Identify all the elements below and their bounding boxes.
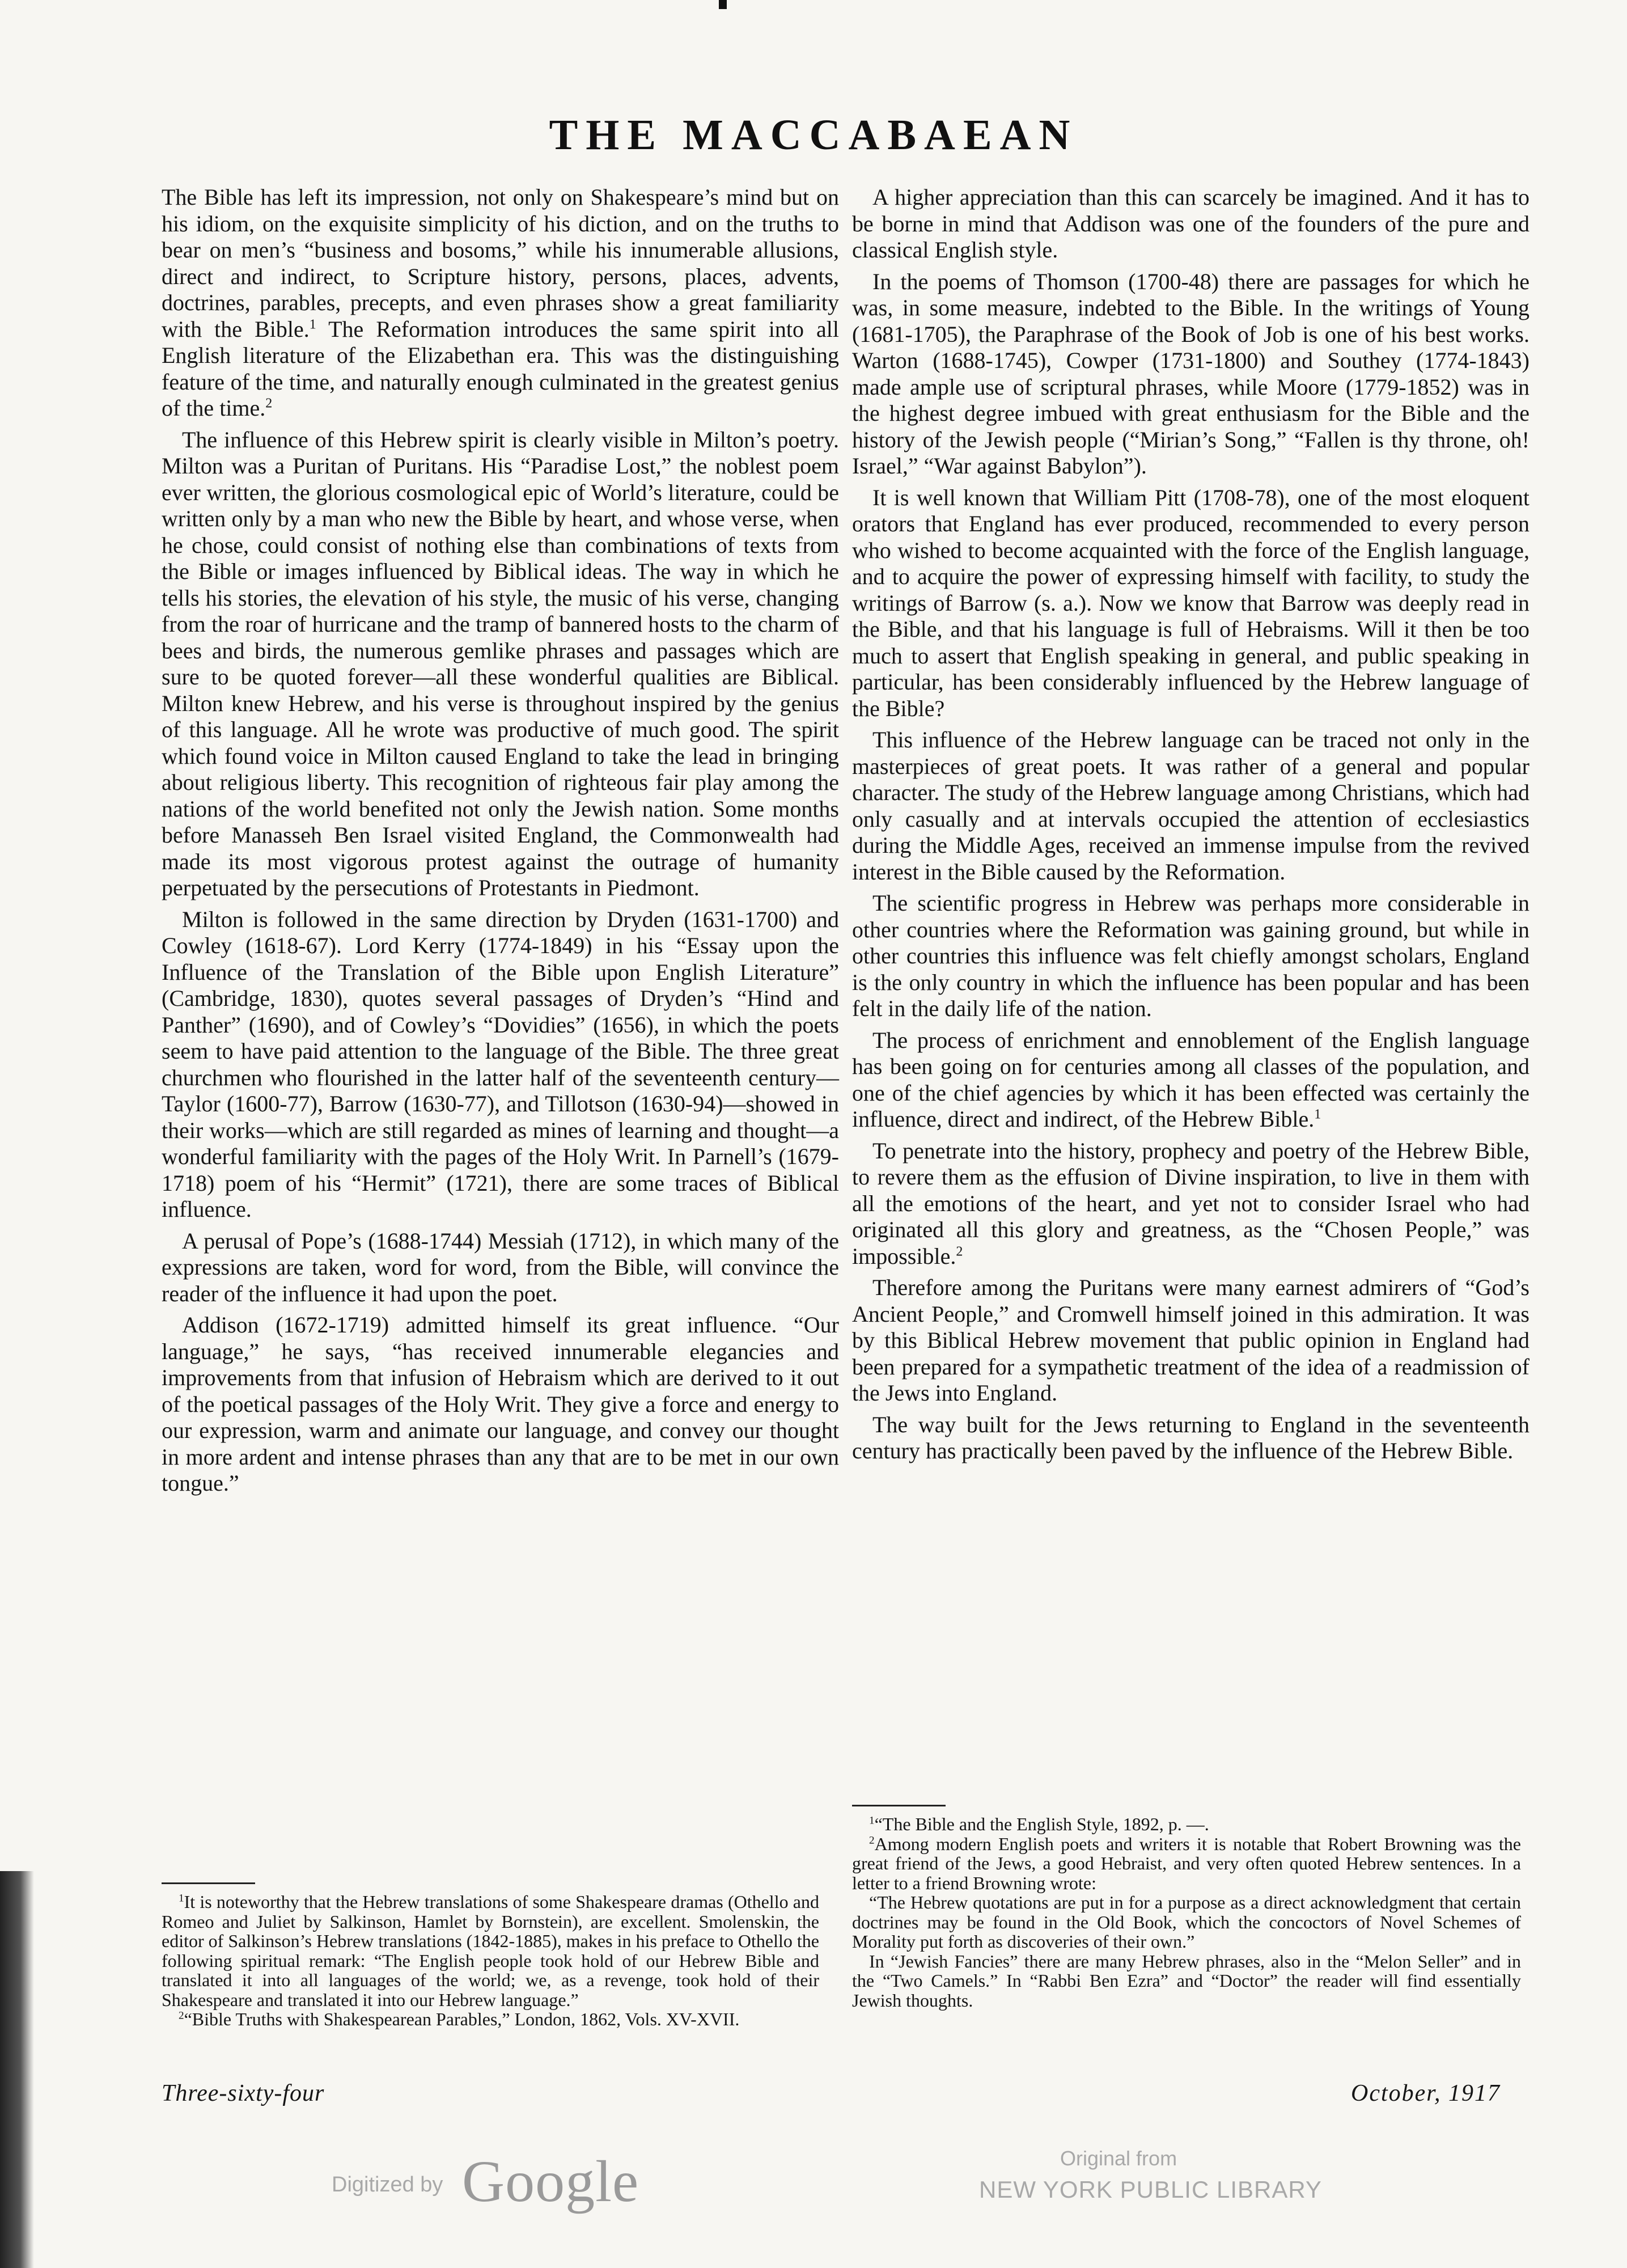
paragraph: The influence of this Hebrew spirit is clearly visible in Milton’s poetry. Milton was a Puritan of Puritans. His “Paradise Lost,” the noblest poem ever written, the glorious cosmological epic of World’s literature, could be written only by a man who new the Bible by heart, and whose verse, when he chose, could consist of nothing else than combinations of texts from the Bible or images influenced by Biblical ideas. The way in which he tells his stories, the elevation of his style, the music of his verse, changing from the roar of hurricane and the tramp of bannered hosts to the charm of bees and birds, the numerous gemlike phrases and passages which are sure to be quoted forever—all these wonderful qualities are Biblical. Milton knew Hebrew, and his verse is throughout inspired by the genius of this language. All he wrote was productive of much good. The spirit which found voice in Milton caused England to take the lead in bringing about religious liberty. This recognition of righteous fair play among the nations of the world benefited not only the Jewish nation. Some months before Manasseh Ben Israel visited England, the Commonwealth had made its most vigorous protest against the outrage of humanity perpetuated by the persecutions of Protestants in Piedmont. bbox=[162, 426, 839, 900]
paragraph: The process of enrichment and ennoblement of the English language has been going on for centuries among all classes of the population, and one of the chief agencies by which it has been effected was certainly the influence, direct and indirect, of the Hebrew Bible.$^1$ bbox=[852, 1027, 1529, 1132]
page-number: Three-sixty-four bbox=[162, 2080, 325, 2106]
footnote: $^1$“The Bible and the English Style, 1892, p. —. bbox=[869, 1814, 1209, 1834]
paragraph: In the poems of Thomson (1700-48) there are passages for which he was, in some measure, indebted to the Bible. In the writings of Young (1681-1705), the Paraphrase of the Book of Job is one of his best works. Warton (1688-1745), Cowper (1731-1800) and Southey (1774-1843) made ample use of scriptural phrases, while Moore (1779-1852) was in the highest degree imbued with great enthusiasm for the Bible and the history of the Jewish people (“Mirian’s Song,” “Fallen is thy throne, oh! Israel,” “War against Babylon”). bbox=[852, 268, 1529, 479]
library-label: NEW YORK PUBLIC LIBRARY bbox=[979, 2176, 1322, 2203]
paragraph: Milton is followed in the same direction by Dryden (1631-1700) and Cowley (1618-67). Lord Kerry (1774-1849) in his “Essay upon the Influence of the Translation of the Bible upon English Literature” (Cambridge, 1830), quotes several passages of Dryden’s “Hind and Panther” (1690), and of Cowley’s “Dovidies” (1656), in which the poets seem to have paid attention to the language of the Bible. The three great churchmen who flourished in the latter half of the seventeenth century—Taylor (1600-77), Barrow (1630-77), and Tillotson (1630-94)—showed in their works—which are still regarded as mines of learning and thought—a wonderful familiarity with the pages of the Holy Writ. In Parnell’s (1679-1718) poem of his “Hermit” (1721), there are some traces of Biblical influence. bbox=[162, 906, 839, 1222]
paragraph: This influence of the Hebrew language can be traced not only in the masterpieces of great poets. It was rather of a general and popular character. The study of the Hebrew language among Christians, which had only casually and at intervals occupied the attention of ecclesiastics during the Middle Ages, received an immense impulse from the revived interest in the Bible caused by the Reformation. bbox=[852, 727, 1529, 885]
paragraph: The Bible has left its impression, not only on Shakespeare’s mind but on his idiom, on the exquisite simplicity of his diction, and on the truths to bear on men’s “business and bosoms,” while his innumerable allusions, direct and indirect, to Scripture history, persons, places, advents, doctrines, parables, precepts, and even phrases show a great familiarity with the Bible.$^1$ The Reformation introduces the same spirit into all English literature of the Elizabethan era. This was the distinguishing feature of the time, and naturally enough culminated in the greatest genius of the time.$^2$ bbox=[162, 184, 839, 421]
footnote: $^2$“Bible Truths with Shakespearean Parables,” London, 1862, Vols. XV-XVII. bbox=[179, 2009, 740, 2029]
issue-date: October, 1917 bbox=[1351, 2080, 1501, 2106]
google-logo: Google bbox=[462, 2149, 639, 2214]
right-column bbox=[852, 184, 1529, 1470]
binding-shadow bbox=[0, 1871, 34, 2268]
paragraph: Addison (1672-1719) admitted himself its great influence. “Our language,” he says, “has received innumerable elegancies and improvements from that infusion of Hebraism which are derived to it out of the poetical passages of the Holy Writ. They give a force and energy to our expression, warm and animate our language, and convey our thought in more ardent and intense phrases than any that are to be met in our own tongue.” bbox=[162, 1312, 839, 1496]
footnote: $^2$Among modern English poets and writers it is notable that Robert Browning was the great friend of the Jews, a good Hebraist, and very often quoted Hebrew sentences. In a letter to a friend Browning wrote: bbox=[852, 1833, 1521, 1893]
footnote: “The Hebrew quotations are put in for a purpose as a direct acknowledgment that certain doctrines may be found in the Old Book, which the concoctors of Novel Schemes of Morality put forth as discoveries of their own.” bbox=[852, 1892, 1521, 1952]
digitized-by-label: Digitized by bbox=[332, 2173, 443, 2197]
paragraph: It is well known that William Pitt (1708-78), one of the most eloquent orators that England has ever produced, recommended to every person who wished to become acquainted with the force of the English language, and to acquire the power of expressing himself with facility, to study the writings of Barrow (s. a.). Now we know that Barrow was deeply read in the Bible, and that his language is full of Hebraisms. Will it then be too much to assert that English speaking in general, and public speaking in particular, has been considerably influenced by the Hebrew language of the Bible? bbox=[852, 484, 1529, 721]
paragraph: The way built for the Jews returning to England in the seventeenth century has practically been paved by the influence of the Hebrew Bible. bbox=[852, 1411, 1529, 1463]
paragraph: The scientific progress in Hebrew was perhaps more considerable in other countries where the Reformation was gaining ground, but while in other countries this influence was felt chiefly amongst scholars, England is the only country in which the influence has been popular and has been felt in the daily life of the nation. bbox=[852, 890, 1529, 1021]
footnote: In “Jewish Fancies” there are many Hebrew phrases, also in the “Melon Seller” and in the “Two Camels.” In “Rabbi Ben Ezra” and “Doctor” the reader will find essentially Jewish thoughts. bbox=[852, 1950, 1521, 2011]
masthead: THE MACCABAEAN bbox=[549, 111, 1078, 159]
footnotes-left bbox=[162, 1882, 819, 2029]
footnote-rule bbox=[162, 1882, 255, 1884]
footnotes-right bbox=[852, 1805, 1521, 2010]
paragraph: A higher appreciation than this can scarcely be imagined. And it has to be borne in mind that Addison was one of the founders of the pure and classical English style. bbox=[852, 184, 1529, 263]
paragraph: To penetrate into the history, prophecy and poetry of the Hebrew Bible, to revere them as the effusion of Divine inspiration, to live in them with all the emotions of the heart, and yet not to consider Israel who had originated all this glory and greatness, as the “Chosen People,” was impossible.$^2$ bbox=[852, 1137, 1529, 1269]
footnote: $^1$It is noteworthy that the Hebrew translations of some Shakespeare dramas (Othello and Romeo and Juliet by Salkinson, Hamlet by Bornstein), are excellent. Smolenskin, the editor of Salkinson’s Hebrew translations (1842-1885), makes in his preface to Othello the following spiritual remark: “The English people took hold of our Hebrew Bible and translated it into all languages of the world; we, as a revenge, took hold of their Shakespeare and translated it into our Hebrew language.” bbox=[162, 1892, 819, 2010]
original-from-label: Original from bbox=[1060, 2147, 1177, 2170]
footnote-rule bbox=[852, 1805, 946, 1806]
left-column bbox=[162, 184, 839, 1502]
paragraph: A perusal of Pope’s (1688-1744) Messiah (1712), in which many of the expressions are taken, word for word, from the Bible, will convince the reader of the influence it had upon the poet. bbox=[162, 1228, 839, 1306]
paragraph: Therefore among the Puritans were many earnest admirers of “God’s Ancient People,” and Cromwell himself joined in this admiration. It was by this Biblical Hebrew movement that public opinion in England had been prepared for a sympathetic treatment of the idea of a readmission of the Jews into England. bbox=[852, 1275, 1529, 1406]
scan-mark bbox=[719, 0, 727, 9]
